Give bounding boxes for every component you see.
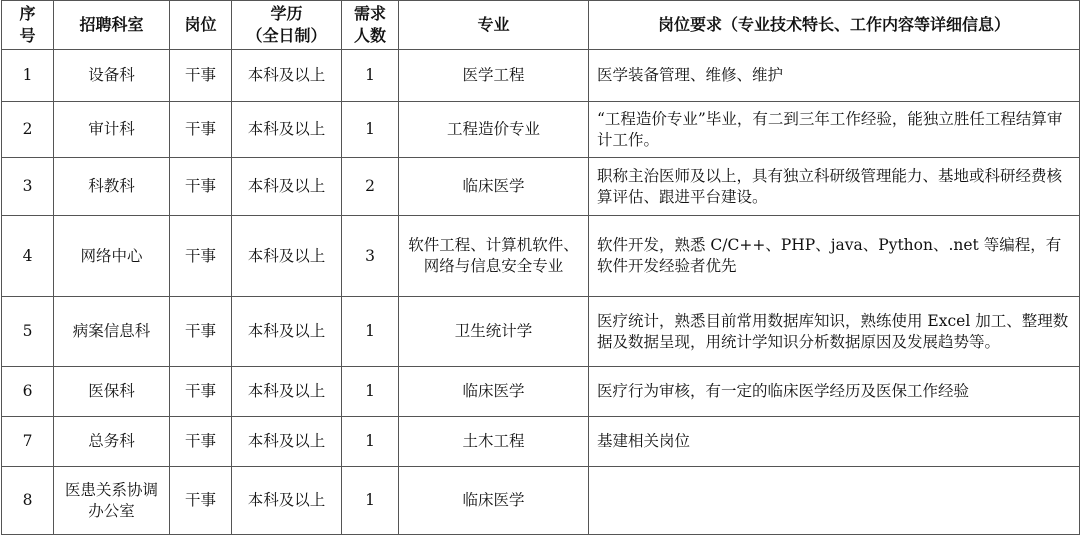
cell-edu: 本科及以上 — [232, 467, 342, 535]
cell-edu: 本科及以上 — [232, 417, 342, 467]
cell-major: 临床医学 — [399, 367, 589, 417]
recruitment-table — [1, 0, 1080, 535]
cell-major: 医学工程 — [399, 50, 589, 102]
cell-requirements: 医学装备管理、维修、维护 — [589, 50, 1080, 102]
cell-post: 干事 — [170, 50, 232, 102]
table-row — [2, 216, 1080, 297]
cell-count: 1 — [342, 367, 399, 417]
header-post: 岗位 — [170, 1, 232, 50]
header-dept: 招聘科室 — [54, 1, 170, 50]
table-row — [2, 50, 1080, 102]
cell-edu: 本科及以上 — [232, 216, 342, 297]
cell-no: 5 — [2, 297, 54, 367]
cell-no: 2 — [2, 102, 54, 158]
cell-dept: 设备科 — [54, 50, 170, 102]
cell-edu: 本科及以上 — [232, 367, 342, 417]
cell-requirements: 软件开发，熟悉 C/C++、PHP、java、Python、.net 等编程，有软件开发经验者优先 — [589, 216, 1080, 297]
cell-dept: 科教科 — [54, 158, 170, 216]
cell-requirements: “工程造价专业”毕业，有二到三年工作经验，能独立胜任工程结算审计工作。 — [589, 102, 1080, 158]
cell-no: 3 — [2, 158, 54, 216]
cell-count: 2 — [342, 158, 399, 216]
cell-post: 干事 — [170, 216, 232, 297]
header-requirements: 岗位要求（专业技术特长、工作内容等详细信息） — [589, 1, 1080, 50]
cell-dept: 总务科 — [54, 417, 170, 467]
cell-no: 6 — [2, 367, 54, 417]
cell-requirements: 职称主治医师及以上，具有独立科研级管理能力、基地或科研经费核算评估、跟进平台建设。 — [589, 158, 1080, 216]
table-row — [2, 367, 1080, 417]
cell-major: 临床医学 — [399, 158, 589, 216]
cell-count: 3 — [342, 216, 399, 297]
cell-no: 1 — [2, 50, 54, 102]
cell-edu: 本科及以上 — [232, 158, 342, 216]
table-row — [2, 467, 1080, 535]
cell-requirements — [589, 467, 1080, 535]
cell-post: 干事 — [170, 467, 232, 535]
cell-edu: 本科及以上 — [232, 297, 342, 367]
cell-major: 临床医学 — [399, 467, 589, 535]
cell-major: 卫生统计学 — [399, 297, 589, 367]
cell-edu: 本科及以上 — [232, 102, 342, 158]
cell-no: 7 — [2, 417, 54, 467]
cell-requirements: 基建相关岗位 — [589, 417, 1080, 467]
header-major: 专业 — [399, 1, 589, 50]
cell-post: 干事 — [170, 102, 232, 158]
cell-count: 1 — [342, 102, 399, 158]
table-row — [2, 417, 1080, 467]
table-row — [2, 158, 1080, 216]
cell-post: 干事 — [170, 367, 232, 417]
cell-post: 干事 — [170, 158, 232, 216]
cell-major: 土木工程 — [399, 417, 589, 467]
header-edu: 学历 （全日制） — [232, 1, 342, 50]
header-no: 序 号 — [2, 1, 54, 50]
cell-count: 1 — [342, 467, 399, 535]
cell-count: 1 — [342, 417, 399, 467]
cell-count: 1 — [342, 50, 399, 102]
cell-dept: 病案信息科 — [54, 297, 170, 367]
header-count: 需求 人数 — [342, 1, 399, 50]
cell-dept: 审计科 — [54, 102, 170, 158]
cell-edu: 本科及以上 — [232, 50, 342, 102]
header-row — [2, 1, 1080, 50]
cell-dept: 医保科 — [54, 367, 170, 417]
cell-requirements: 医疗行为审核，有一定的临床医学经历及医保工作经验 — [589, 367, 1080, 417]
cell-dept: 网络中心 — [54, 216, 170, 297]
cell-dept: 医患关系协调办公室 — [54, 467, 170, 535]
table-row — [2, 297, 1080, 367]
cell-major: 软件工程、计算机软件、网络与信息安全专业 — [399, 216, 589, 297]
cell-major: 工程造价专业 — [399, 102, 589, 158]
table-row — [2, 102, 1080, 158]
cell-requirements: 医疗统计，熟悉目前常用数据库知识，熟练使用 Excel 加工、整理数据及数据呈现，用统计学知识分析数据原因及发展趋势等。 — [589, 297, 1080, 367]
cell-no: 4 — [2, 216, 54, 297]
cell-post: 干事 — [170, 297, 232, 367]
cell-post: 干事 — [170, 417, 232, 467]
cell-no: 8 — [2, 467, 54, 535]
cell-count: 1 — [342, 297, 399, 367]
